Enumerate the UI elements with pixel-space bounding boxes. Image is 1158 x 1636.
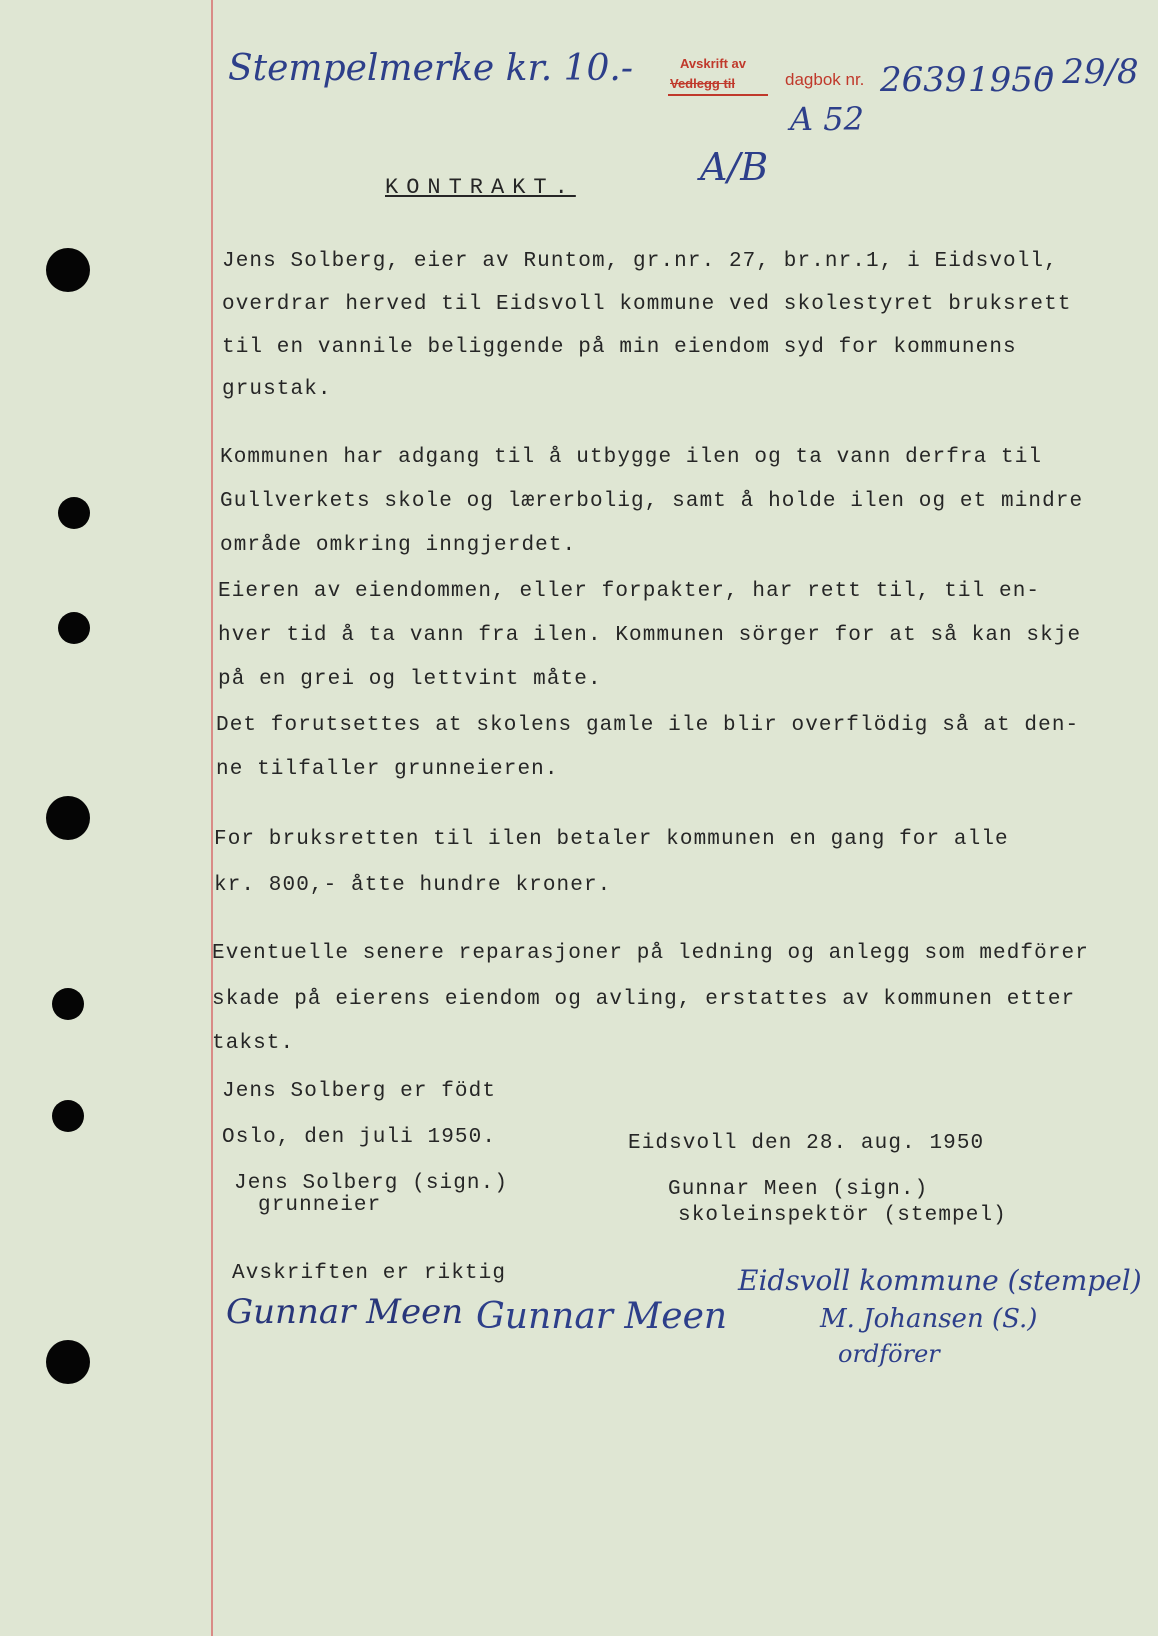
red-stamp-line1: Avskrift av [680, 56, 746, 71]
handwritten-signature: ordförer [838, 1340, 940, 1368]
punch-hole [58, 612, 90, 644]
text-line: til en vannile beliggende på min eiendom syd for kommunens [222, 336, 1017, 359]
dagbok-number: 2639 [880, 60, 967, 100]
text-line: Kommunen har adgang til å utbygge ilen og ta vann derfra til [220, 446, 1043, 469]
text-line: Gullverkets skole og lærerbolig, samt å holde ilen og et mindre [220, 490, 1084, 513]
dagbok-label: dagbok nr. [785, 70, 865, 89]
text-line: kr. 800,- åtte hundre kroner. [214, 874, 612, 897]
text-line: takst. [212, 1032, 295, 1055]
stamp-note: Stempelmerke kr. 10.- [228, 48, 634, 89]
text-line: ne tilfaller grunneieren. [216, 758, 559, 781]
margin-line [211, 0, 213, 1636]
text-line: Jens Solberg, eier av Runtom, gr.nr. 27, br.nr.1, i Eidsvoll, [222, 250, 1058, 273]
punch-hole [46, 796, 90, 840]
text-line: grustak. [222, 378, 332, 401]
red-stamp-underline [668, 94, 768, 96]
margin-note: A/B [700, 145, 769, 189]
text-line: For bruksretten til ilen betaler kommunen en gang for alle [214, 828, 1009, 851]
left-place-date: Oslo, den juli 1950. [222, 1126, 497, 1149]
born-note: Jens Solberg er födt [222, 1080, 497, 1103]
handwritten-signature: Gunnar Meen [226, 1292, 464, 1332]
handwritten-signature: M. Johansen (S.) [820, 1304, 1038, 1334]
handwritten-signature: Eidsvoll kommune (stempel) [738, 1264, 1142, 1297]
text-line: område omkring inngjerdet. [220, 534, 577, 557]
text-line: overdrar herved til Eidsvoll kommune ved skolestyret bruksrett [222, 293, 1072, 316]
text-line: Eventuelle senere reparasjoner på ledning og anlegg som medförer [212, 942, 1089, 965]
punch-hole [46, 248, 90, 292]
right-signer-role: skoleinspektör (stempel) [678, 1204, 1007, 1227]
handwritten-signature: Gunnar Meen [476, 1296, 728, 1337]
red-stamp-line2: Vedlegg til [670, 76, 736, 91]
date-note: - 29/8 [1040, 52, 1139, 92]
left-signer-role: grunneier [258, 1194, 382, 1217]
punch-hole [58, 497, 90, 529]
punch-hole [52, 1100, 84, 1132]
text-line: Det forutsettes at skolens gamle ile blir overflödig så at den- [216, 714, 1080, 737]
volume-note: A 52 [790, 100, 864, 138]
dagbok-year: 1950 [968, 60, 1055, 100]
text-line: skade på eierens eiendom og avling, erstattes av kommunen etter [212, 988, 1076, 1011]
text-line: på en grei og lettvint måte. [218, 668, 602, 691]
right-signer-name: Gunnar Meen (sign.) [668, 1178, 929, 1201]
right-place-date: Eidsvoll den 28. aug. 1950 [628, 1132, 985, 1155]
text-line: hver tid å ta vann fra ilen. Kommunen sörger for at så kan skje [218, 624, 1082, 647]
document-title: KONTRAKT. [385, 175, 576, 200]
text-line: Eieren av eiendommen, eller forpakter, har rett til, til en- [218, 580, 1041, 603]
certification-line: Avskriften er riktig [232, 1262, 507, 1285]
left-signer-name: Jens Solberg (sign.) [234, 1172, 509, 1195]
punch-hole [46, 1340, 90, 1384]
punch-hole [52, 988, 84, 1020]
